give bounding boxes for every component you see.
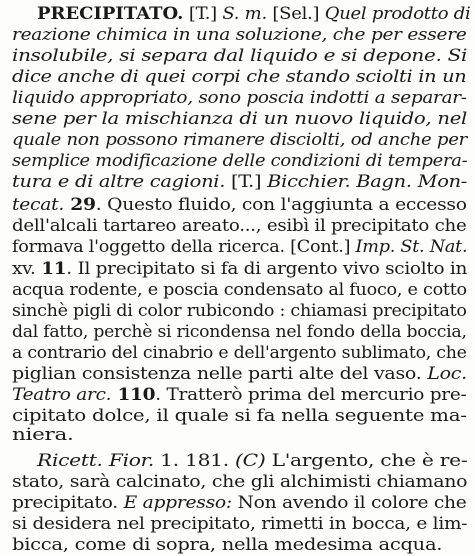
text-segment: formava l'oggetto della ricerca. [Cont.] — [12, 237, 356, 257]
text-line — [12, 492, 467, 514]
text-segment: Teatro arc. — [12, 385, 112, 405]
text-segment: (C) — [235, 451, 266, 471]
text-segment: quale non possono rimanere disciolti, od anche per — [12, 130, 467, 150]
text-segment: Quel prodotto di — [324, 4, 471, 24]
text-segment: acqua rodente, e poscia condensato al fuoco, e cotto — [12, 280, 467, 300]
text-line — [12, 363, 467, 385]
text-segment: xv. — [12, 259, 42, 279]
text-line — [12, 405, 467, 427]
text-segment: dell'alcali tartareo areato..., esibì il precipitato che — [12, 216, 467, 236]
text-segment: Non avendo il colore che — [231, 493, 467, 513]
text-segment: . Questo fluido, con l'aggiunta a eccesso — [95, 195, 467, 215]
text-line — [12, 384, 466, 406]
text-segment: niera. — [12, 425, 74, 445]
text-line — [12, 534, 442, 556]
text-segment: stato, sarà calcinato, che gli alchimisti chiamano — [12, 472, 468, 492]
headword: PRECIPITATO. — [37, 4, 184, 24]
text-line — [12, 24, 467, 46]
text-segment: tecat. — [12, 195, 65, 215]
text-segment: S. m. — [222, 4, 267, 24]
text-line — [12, 300, 467, 322]
text-segment: [Sel.] — [266, 4, 325, 24]
text-line — [12, 171, 467, 193]
text-segment: cipitato dolce, il quale si fa nella seguente — [12, 406, 431, 426]
text-line — [12, 513, 467, 535]
text-segment: [T.] — [183, 4, 223, 24]
text-line — [12, 279, 467, 301]
text-segment: sinchè pigli di color rubicondo : chiamasi precipitato — [12, 301, 467, 321]
text-segment: sene per la mischianza di un nuovo liquido, nel — [12, 109, 468, 129]
text-segment: dice anche di quei corpi che stando sciolti in un — [12, 67, 467, 87]
text-line — [12, 342, 467, 364]
text-segment: . Tratterò prima del mercurio pre- — [155, 385, 467, 405]
text-segment: Imp. St. Nat. — [355, 237, 468, 257]
text-line — [12, 471, 467, 493]
text-segment: 1. 181. — [153, 451, 236, 471]
text-line — [12, 236, 467, 258]
text-segment: Ricett. Fior. — [37, 451, 154, 471]
text-line — [12, 108, 467, 130]
text-segment: Bicchier. Bagn. Mon- — [267, 172, 468, 192]
text-line — [37, 450, 467, 472]
citation-number: 11 — [41, 259, 67, 279]
text-segment: ma- — [430, 406, 467, 426]
text-line — [12, 150, 467, 172]
citation-number: 110 — [111, 385, 156, 405]
text-line — [12, 258, 467, 280]
text-segment: si desidera nel precipitato, rimetti in bocca, e lim- — [12, 514, 468, 534]
text-line — [37, 3, 470, 25]
text-segment: insolubile, si separa dal liquido e si depone. Si — [12, 46, 468, 66]
text-segment: bicca, come di sopra, nella medesima acqua. — [12, 535, 443, 555]
text-segment: Loc. — [427, 364, 467, 384]
text-line — [12, 215, 466, 237]
text-segment: dal fatto, perchè si ricondensa nel fondo della boccia, — [12, 322, 467, 342]
text-segment: a contrario del cinabrio e dell'argento sublimato, che — [12, 343, 467, 363]
text-line — [12, 424, 73, 446]
text-segment: [T.] — [225, 172, 268, 192]
text-line — [12, 45, 467, 67]
text-segment: piglian consistenza nelle parti alte del vaso. — [12, 364, 428, 384]
text-segment: tura e di altre cagioni. — [12, 172, 226, 192]
text-segment: reazione chimica in una soluzione, che per essere — [12, 25, 467, 45]
text-segment: semplice modificazione delle condizioni di tempera- — [12, 151, 468, 171]
text-line — [12, 87, 467, 109]
text-segment: precipitato. — [12, 493, 124, 513]
text-line — [12, 129, 467, 151]
text-segment: liquido appropriato, sono poscia indotti a separar- — [12, 88, 467, 108]
text-segment: . Il precipitato si fa di argento vivo sciolto in — [66, 259, 468, 279]
text-segment: E appresso: — [123, 493, 232, 513]
text-line — [12, 66, 466, 88]
text-line — [12, 194, 467, 216]
text-segment: L'argento, che è re- — [265, 451, 468, 471]
citation-number: 29 — [64, 195, 96, 215]
text-line — [12, 321, 467, 343]
